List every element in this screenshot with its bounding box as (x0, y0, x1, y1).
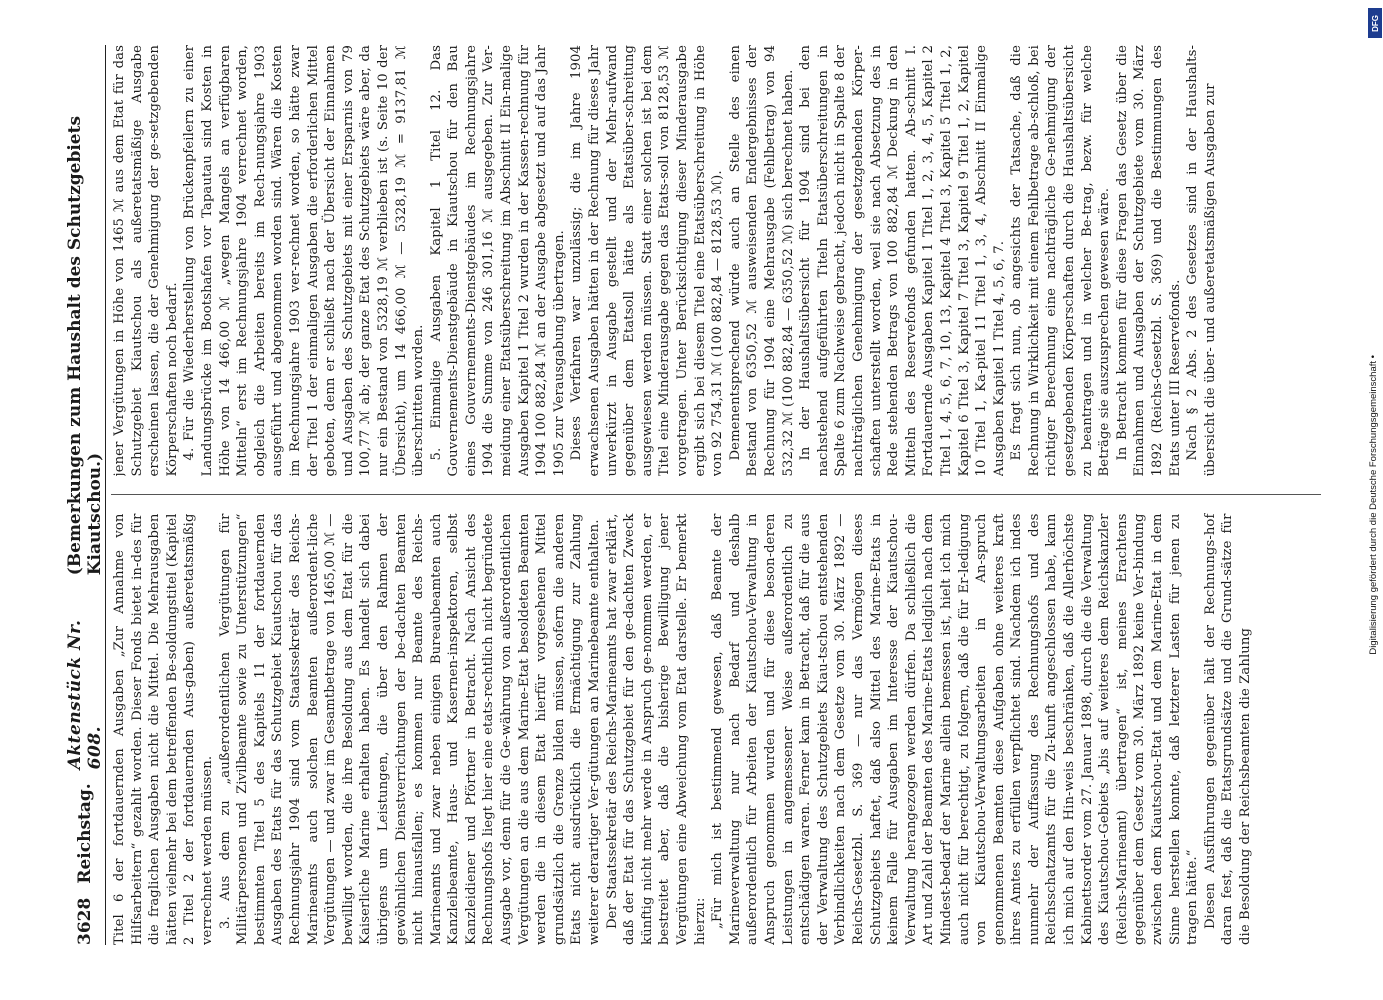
page-header (65, 45, 106, 945)
page-number: 3628 (75, 897, 95, 945)
paragraph: Dieses Verfahren war unzulässig; die im Jahre 1904 erwachsenen Ausgaben hätten in der Rechnung für dieses Jahr unverkürzt in Ausgabe gestellt und der Mehr-aufwand gegenüber dem Etatsoll hätte als Etatsüber-schreitung ausgewiesen werden müssen. Statt einer solchen ist bei dem Titel eine Minderausgabe gegen das Etats-soll von 8128,53 ℳ vorgetragen. Unter Berücksichtigung dieser Minderausgabe ergibt sich bei diesem Titel eine Etatsüberschreitung in Höhe von 92 754,31 ℳ (100 882,84 — 8128,53 ℳ). (569, 45, 726, 477)
paragraph: jener Vergütungen in Höhe von 1465 ℳ aus dem Etat für das Schutzgebiet Kiautschou als außeretatsmäßige Ausgabe erscheinen lassen, die der Genehmigung der ge-setzgebenden Körperschaften noch bedarf. (112, 45, 180, 477)
text-column-right (111, 45, 1321, 477)
page-content (65, 45, 1325, 945)
side-credit (1365, 40, 1381, 970)
paragraph: 5. Einmalige Ausgaben Kapitel 1 Titel 12. Das Gouvernements-Dienstgebäude in Kiautschou für den Bau eines Gouvernements-Dienstgebäudes im Rechnungsjahre 1904 die Summe von 246 301,16 ℳ ausgegeben. Zur Ver-meidung einer Etatsüberschreitung im Abschnitt II Ein-malige Ausgaben Kapitel 1 Titel 2 wurden in der Kassen-rechnung für 1904 100 882,84 ℳ an der Ausgabe abgesetzt und auf das Jahr 1905 zur Verausgabung übertragen. (428, 45, 567, 477)
paragraph: Es fragt sich nun, ob angesichts der Tatsache, daß die Rechnung in Wirklichkeit mit einem Fehlbetrage ab-schloß, bei richtiger Berechnung eine nachträgliche Ge-nehmigung der gesetzgebenden Körperschaften durch die Haushaltsübersicht zu beantragen und in welcher Be-trag, bezw. für welche Beträge sie auszusprechen gewesen wäre. (1009, 45, 1113, 477)
side-credit-text: Digitalisierung gefördert durch die Deutsche Forschungsgemeinschaft • (1367, 355, 1379, 655)
paragraph: Nach § 2 Abs. 2 des Gesetzes sind in der Haushalts-übersicht die über- und außeretatsmäßigen Ausgaben zur (1185, 45, 1218, 477)
section-name: Reichstag. (75, 783, 95, 884)
column-divider (111, 495, 1321, 496)
paragraph: Diesen Ausführungen gegenüber hält der Rechnungs-hof daran fest, daß die Etatsgrundsätze und die Grund-sätze für die Besoldung der Reichsbeamten die Zahlung (1202, 513, 1253, 945)
paragraph: Demenentsprechend würde auch an Stelle des einen Bestand von 6350,52 ℳ ausweisenden Endergebnisses der Rechnung für 1904 eine Mehrausgabe (Fehlbetrag) von 94 532,32 ℳ (100 882,84 — 6350,52 ℳ) sich berechnet haben. (727, 45, 796, 477)
paragraph: In Betracht kommen für diese Fragen das Gesetz über die Einnahmen und Ausgaben der Schutzgebiete vom 30. März 1892 (Reichs-Gesetzbl. S. 369) und die Bestimmungen des Etats unter III Reservefonds. (1114, 45, 1183, 477)
paragraph: 3. Aus dem zu „außerordentlichen Vergütungen für Militärpersonen und Zivilbeamte sowie zu Unterstützungen“ bestimmten Titel 5 des Kapitels 11 der fortdauernden Ausgaben des Etats für das Schutzgebiet Kiautschou für das Rechnungsjahr 1904 sind vom Staatssekretär des Reichs-Marineamts auch solchen Beamten außerordent-liche Vergütungen — und zwar im Gesamtbetrage von 1465,00 ℳ — bewilligt worden, die ihre Besoldung aus dem Etat für die Kaiserliche Marine erhalten haben. Es handelt sich dabei übrigens um Leistungen, die über den Rahmen der gewöhnlichen Dienstverrichtungen der be-dachten Beamten nicht hinausfallen; es kommen nur Beamte des Reichs-Marineamts und zwar neben einigen Bureaubeamten auch Kanzleibeamte, Haus- und Kasernen-inspektoren, selbst Kanzleidiener und Pförtner in Betracht. Nach Ansicht des Rechnungshofs liegt hier eine etats-rechtlich nicht begründete Ausgabe vor, denn für die Ge-währung von außerordentlichen Vergütungen an die aus dem Marine-Etat besoldeten Beamten werden die in diesem Etat hierfür vorgesehenen Mittel grundsätzlich die Grenze bilden müssen, sofern die anderen Etats nicht ausdrücklich die Ermächtigung zur Zahlung weiterer derartiger Ver-gütungen an Marinebeamte enthalten. (217, 513, 603, 945)
text-column-left (111, 514, 1321, 946)
paragraph: 4. Für die Wiederherstellung von Brückenpfeilern zu einer Landungsbrücke im Bootshafen vor Tapautau sind Kosten in Höhe von 14 466,00 ℳ „wegen Mangels an verfügbaren Mitteln“ erst im Rechnungsjahre 1904 verrechnet worden, obgleich die Arbeiten bereits im Rech-nungsjahre 1903 ausgeführt und abgenommen worden sind. Wären die Kosten im Rechnungsjahre 1903 ver-rechnet worden, so hätte zwar der Titel 1 der einmaligen Ausgaben die erforderlichen Mittel geboten, denn er schließt nach der Übersicht der Einnahmen und Ausgaben des Schutzgebiets mit einer Ersparnis von 79 100,77 ℳ ab; der ganze Etat des Schutzgebiets wäre aber, da nur ein Bestand von 5328,19 ℳ verblieben ist (s. Seite 10 der Übersicht), um 14 466,00 ℳ — 5328,19 ℳ = 9137,81 ℳ überschritten worden. (182, 45, 427, 477)
paragraph: Der Staatssekretär des Reichs-Marineamts hat zwar erklärt, daß der Etat für das Schutzgebiet für den ge-dachten Zweck künftig nicht mehr werde in Anspruch ge-nommen werden, er bestreitet aber, daß die bisherige Bewilligung jener Vergütungen eine Abweichung vom Etat darstelle. Er bemerkt hierzu: (604, 513, 708, 945)
document-subtitle: (Bemerkungen zum Haushalt des Schutzgebiets Kiautschou.) (65, 115, 105, 576)
paragraph: Titel 6 der fortdauernden Ausgaben „Zur Annahme von Hilfsarbeitern“ gezahlt worden. Dieser Fonds bietet in-des für die fraglichen Ausgaben nicht die Mittel. Die Mehrausgaben hätten vielmehr bei dem betreffenden Be-soldungstitel (Kapitel 2 Titel 2 der fortdauernden Aus-gaben) außeretatsmäßig verrechnet werden müssen. (112, 513, 215, 945)
dfg-logo-text: DFG (1370, 14, 1380, 32)
document-title: Aktenstück Nr. 608. (65, 619, 105, 770)
paragraph: „Für mich ist bestimmend gewesen, daß Beamte der Marineverwaltung nur nach Bedarf und deshalb außerordentlich für Arbeiten der Kiautschou-Verwaltung in Anspruch genommen wurden und für diese beson-deren Leistungen in angemessener Weise außerordentlich zu entschädigen waren. Ferner kam in Betracht, daß für die aus der Verwaltung des Schutzgebiets Kiau-tschou entstehenden Verbindlichkeiten nach dem Gesetze vom 30. März 1892 — Reichs-Gesetzbl. S. 369 — nur das Vermögen dieses Schutzgebiets haftet, daß also Mittel des Marine-Etats in keinem Falle für Ausgaben im Interesse der Kiautschou-Verwaltung herangezogen werden dürfen. Da schließlich die Art und Zahl der Beamten des Marine-Etats lediglich nach dem Mindest-bedarf der Marine allein bemessen ist, hielt ich mich auch nicht für berechtigt, zu folgern, daß die für Er-ledigung von Kiautschou-Verwaltungsarbeiten in An-spruch genommenen Beamten diese Aufgaben ohne weiteres kraft ihres Amtes zu erfüllen verpflichtet sind. Nachdem ich indes nunmehr der Auffassung des Rechnungshofs und des Reichsschatzamts für die Zu-kunft angeschlossen habe, kann ich mich auf den Hin-weis beschränken, daß die Allerhöchste Kabinettsorder vom 27. Januar 1898, durch die die Verwaltung des Kiautschou-Gebiets „bis auf weiteres dem Reichskanzler (Reichs-Marineamt) übertragen“ ist, meines Erachtens gegenüber dem Gesetz vom 30. März 1892 keine Ver-bindung zwischen dem Kiautschou-Etat und dem Marine-Etat in dem Sinne herstellen konnte, daß letzterer Lasten für jenen zu tragen hätte.“ (710, 513, 1201, 945)
rotated-page-frame (65, 45, 1325, 945)
text-columns (111, 45, 1321, 945)
paragraph: In der Haushaltsübersicht für 1904 sind bei den nachstehend aufgeführten Titeln Etatsüberschreitungen in Spalte 6 zum Nachweise gebracht, jedoch nicht in Spalte 8 der nachträglichen Genehmigung der gesetzgebenden Körper-schaften unterstellt worden, weil sie nach Absetzung des in Rede stehenden Betrags von 100 882,84 ℳ Deckung in den Mitteln des Reservefonds gefunden hatten. Ab-schnitt I. Fortdauernde Ausgaben Kapitel 1 Titel 1, 2, 3, 4, 5, Kapitel 2 Titel 1, 4, 5, 6, 7, 10, 13, Kapitel 4 Titel 3, Kapitel 5 Titel 1, 2, Kapitel 6 Titel 3, Kapitel 7 Titel 3, Kapitel 9 Titel 1, 2, Kapitel 10 Titel 1, Ka-pitel 11 Titel 1, 3, 4, Abschnitt II Einmalige Ausgaben Kapitel 1 Titel 4, 5, 6, 7. (798, 45, 1007, 477)
dfg-logo (1368, 8, 1382, 38)
